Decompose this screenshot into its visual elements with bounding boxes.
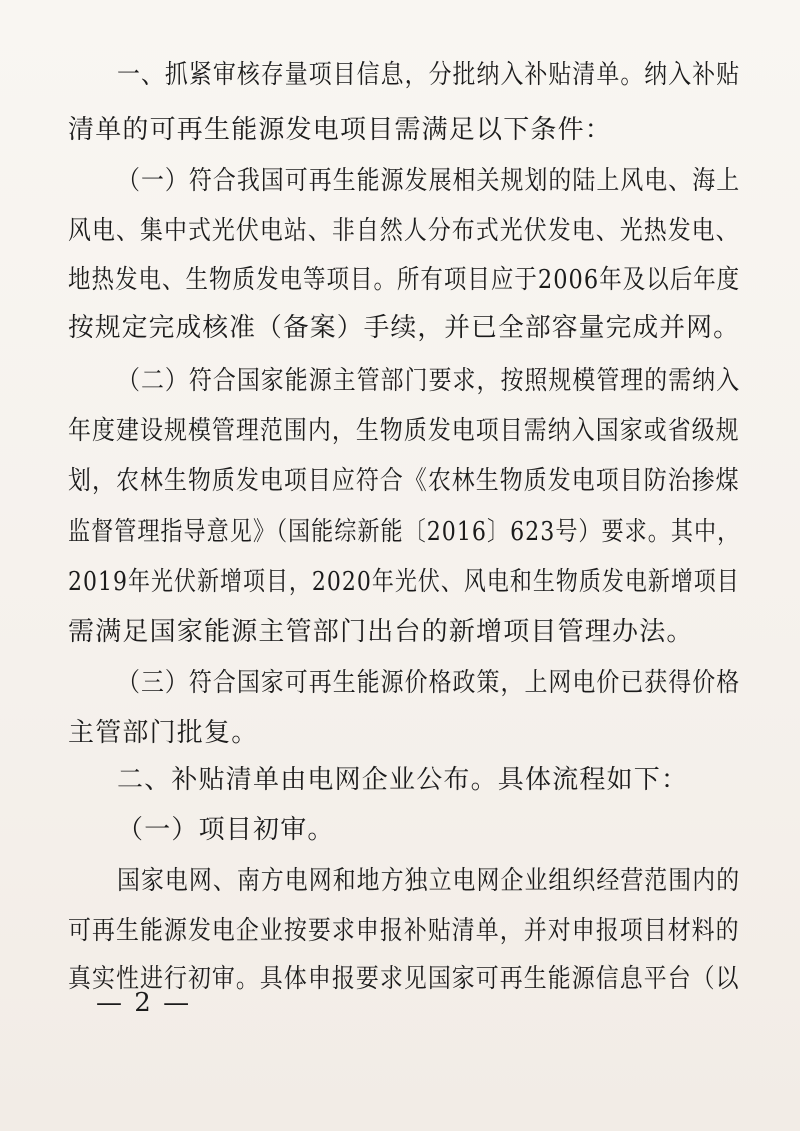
text-line: （二）符合国家能源主管部门要求，按照规模管理的需纳入 bbox=[117, 366, 741, 396]
text-line: 2019年光伏新增项目，2020年光伏、风电和生物质发电新增项目 bbox=[68, 567, 740, 597]
text-line: （一）符合我国可再生能源发展相关规划的陆上风电、海上 bbox=[117, 166, 741, 196]
text-line: 风电、集中式光伏电站、非自然人分布式光伏发电、光热发电、 bbox=[68, 216, 740, 246]
text-line: 清单的可再生能源发电项目需满足以下条件： bbox=[68, 115, 613, 145]
text-line: 地热发电、生物质发电等项目。所有项目应于2006年及以后年度 bbox=[68, 265, 741, 295]
text-line: 国家电网、南方电网和地方独立电网企业组织经营范围内的 bbox=[117, 866, 741, 896]
text-line: 需满足国家能源主管部门出台的新增项目管理办法。 bbox=[68, 617, 694, 647]
text-line: 可再生能源发电企业按要求申报补贴清单，并对申报项目材料的 bbox=[68, 916, 740, 946]
text-line: 监督管理指导意见》（国能综新能〔2016〕623号）要求。其中， bbox=[68, 517, 741, 547]
page-number: — 2 — bbox=[96, 988, 192, 1018]
text-line: 划，农林生物质发电项目应符合《农林生物质发电项目防治掺煤 bbox=[68, 466, 740, 496]
text-line: 真实性进行初审。具体申报要求见国家可再生能源信息平台（以 bbox=[68, 964, 740, 994]
text-line: （一）项目初审。 bbox=[117, 815, 335, 845]
text-line: 二、补贴清单由电网企业公布。具体流程如下： bbox=[117, 765, 689, 795]
text-line: 按规定完成核准（备案）手续，并已全部容量完成并网。 bbox=[68, 313, 740, 343]
text-line: 一、抓紧审核存量项目信息，分批纳入补贴清单。纳入补贴 bbox=[117, 60, 741, 90]
text-line: 主管部门批复。 bbox=[68, 718, 259, 748]
text-line: （三）符合国家可再生能源价格政策，上网电价已获得价格 bbox=[117, 668, 741, 698]
text-line: 年度建设规模管理范围内，生物质发电项目需纳入国家或省级规 bbox=[68, 416, 740, 446]
